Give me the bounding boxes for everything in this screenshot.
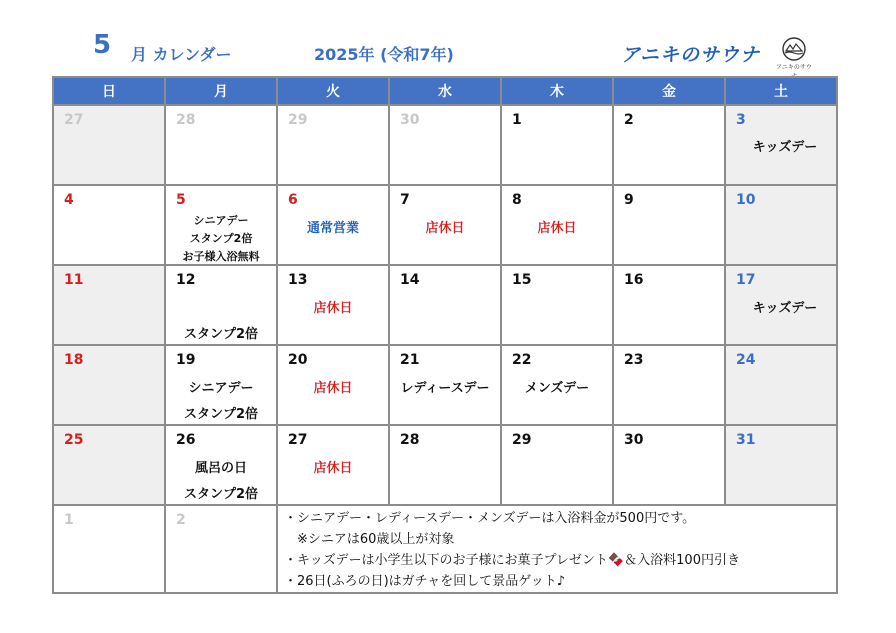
day-cell — [501, 185, 613, 265]
event-closed: 店休日 — [313, 381, 353, 396]
day-cell — [53, 505, 165, 593]
day-cell — [389, 425, 501, 505]
day-number: 2 — [176, 512, 186, 528]
day-number: 17 — [736, 272, 756, 288]
event-senior-day: シニアデー — [193, 214, 249, 227]
day-number: 16 — [624, 272, 644, 288]
day-number: 20 — [288, 352, 308, 368]
day-cell — [613, 185, 725, 265]
day-number: 14 — [400, 272, 420, 288]
calendar-header — [0, 0, 896, 76]
day-number: 30 — [624, 432, 644, 448]
day-cell — [501, 265, 613, 345]
day-cell — [613, 265, 725, 345]
day-cell — [53, 185, 165, 265]
day-number: 25 — [64, 432, 84, 448]
day-cell — [53, 105, 165, 185]
event-kids-free-bath: お子様入浴無料 — [182, 250, 260, 263]
day-number: 18 — [64, 352, 84, 368]
week-row — [53, 185, 837, 265]
day-cell — [165, 185, 277, 265]
day-number: 7 — [400, 192, 410, 208]
day-number: 24 — [736, 352, 756, 368]
weekday-monday: 月 — [165, 77, 277, 105]
day-cell — [165, 105, 277, 185]
weekday-sunday: 日 — [53, 77, 165, 105]
note-line: ※シニアは60歳以上が対象 — [284, 532, 455, 547]
event-closed: 店休日 — [537, 221, 577, 236]
day-cell — [53, 345, 165, 425]
day-number: 1 — [64, 512, 74, 528]
week-row — [53, 345, 837, 425]
day-number: 23 — [624, 352, 644, 368]
day-number: 5 — [176, 192, 186, 208]
event-regular-open: 通常営業 — [306, 221, 359, 236]
event-stamp-double: スタンプ2倍 — [183, 327, 259, 342]
day-cell — [389, 185, 501, 265]
day-number: 1 — [512, 112, 522, 128]
day-number: 26 — [176, 432, 196, 448]
day-number: 9 — [624, 192, 634, 208]
day-number: 29 — [512, 432, 532, 448]
day-cell — [277, 265, 389, 345]
day-cell — [53, 425, 165, 505]
week-row — [53, 425, 837, 505]
day-cell — [613, 105, 725, 185]
brand-name: アニキのサウナ — [621, 44, 761, 66]
day-number: 3 — [736, 112, 746, 128]
day-cell — [389, 265, 501, 345]
event-kids-day: キッズデー — [752, 140, 818, 155]
event-stamp-double: スタンプ2倍 — [189, 232, 253, 245]
year-label: 2025年 (令和7年) — [314, 45, 454, 64]
day-number: 30 — [400, 112, 420, 128]
event-ladies-day: レディースデー — [400, 381, 490, 396]
day-number: 27 — [64, 112, 84, 128]
notes-cell — [277, 505, 837, 593]
day-cell — [53, 265, 165, 345]
day-cell — [725, 105, 837, 185]
weekday-header-row — [53, 77, 837, 105]
note-line: ・26日(ふろの日)はガチャを回して景品ゲット♪ — [284, 574, 566, 589]
notes-block — [284, 508, 740, 592]
day-number: 11 — [64, 272, 84, 288]
weekday-saturday: 土 — [725, 77, 837, 105]
day-number: 4 — [64, 192, 74, 208]
day-number: 10 — [736, 192, 756, 208]
day-cell — [501, 345, 613, 425]
day-cell — [725, 425, 837, 505]
day-cell — [725, 185, 837, 265]
day-cell — [277, 425, 389, 505]
weekday-friday: 金 — [613, 77, 725, 105]
day-number: 27 — [288, 432, 308, 448]
logo-text: アニキのサウ — [776, 64, 812, 71]
event-closed: 店休日 — [313, 461, 353, 476]
day-number: 15 — [512, 272, 532, 288]
note-line: ・キッズデーは小学生以下のお子様にお菓子プレゼント🍫＆入浴料100円引き — [284, 553, 740, 568]
day-cell — [725, 345, 837, 425]
day-cell — [613, 425, 725, 505]
day-number: 28 — [176, 112, 196, 128]
day-cell — [613, 345, 725, 425]
event-senior-day: シニアデー — [188, 381, 254, 396]
day-cell — [277, 185, 389, 265]
day-number: 29 — [288, 112, 308, 128]
day-number: 31 — [736, 432, 756, 448]
day-number: 6 — [288, 192, 298, 208]
event-stamp-double: スタンプ2倍 — [183, 487, 259, 502]
month-label: 月 カレンダー — [131, 45, 232, 64]
event-mens-day: メンズデー — [524, 381, 590, 396]
day-cell — [165, 505, 277, 593]
day-cell — [277, 345, 389, 425]
notes-row — [53, 505, 837, 593]
day-cell — [165, 345, 277, 425]
weekday-thursday: 木 — [501, 77, 613, 105]
event-closed: 店休日 — [425, 221, 465, 236]
week-row — [53, 105, 837, 185]
note-line: ・シニアデー・レディースデー・メンズデーは入浴料金が500円です。 — [284, 511, 696, 526]
day-cell — [165, 425, 277, 505]
weekday-wednesday: 水 — [389, 77, 501, 105]
day-number: 2 — [624, 112, 634, 128]
event-closed: 店休日 — [313, 301, 353, 316]
day-cell — [389, 345, 501, 425]
month-number: 5 — [93, 30, 112, 60]
day-number: 13 — [288, 272, 308, 288]
day-number: 19 — [176, 352, 196, 368]
day-cell — [389, 105, 501, 185]
day-cell — [165, 265, 277, 345]
day-number: 21 — [400, 352, 420, 368]
day-number: 8 — [512, 192, 522, 208]
brand-logo-icon — [774, 36, 814, 72]
day-cell — [725, 265, 837, 345]
day-number: 12 — [176, 272, 196, 288]
weekday-tuesday: 火 — [277, 77, 389, 105]
day-cell — [501, 425, 613, 505]
event-kids-day: キッズデー — [752, 301, 818, 316]
week-row — [53, 265, 837, 345]
calendar-table — [52, 76, 838, 594]
day-number: 28 — [400, 432, 420, 448]
day-cell — [277, 105, 389, 185]
event-stamp-double: スタンプ2倍 — [183, 407, 259, 422]
day-number: 22 — [512, 352, 532, 368]
event-bath-day: 風呂の日 — [194, 461, 247, 476]
day-cell — [501, 105, 613, 185]
